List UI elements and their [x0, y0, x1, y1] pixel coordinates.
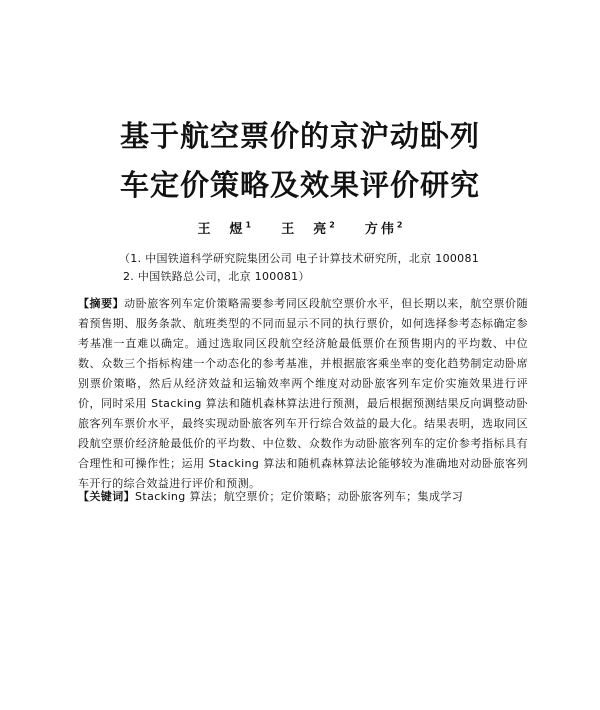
paper-title-line-1: 基于航空票价的京沪动卧列	[119, 119, 480, 153]
affiliation-1: （1. 中国铁道科学研究院集团公司 电子计算技术研究所，北京 100081	[119, 252, 480, 265]
author-list	[0, 218, 600, 237]
keywords-label: 【关键词】	[78, 490, 135, 503]
abstract-text: 动卧旅客列车定价策略需要参考同区段航空票价水平，但长期以来，航空票价随着预售期、服务条款、航班类型的不同而显示不同的执行票价，如何选择参考态标确定参考基准一直难以确定。通过选取同区段航空经济舱最低票价在预售期内的平均数、中位数、众数三个指标构建一个动态化的参考基准，并根据旅客乘坐率的变化趋势制定动卧席别票价策略，然后从经济效益和运输效率两个维度对动卧旅客列车定价实施效果进行评价，同时采用 Stacking 算法和随机森林算法进行预测，最后根据预测结果反向调整动卧旅客列车票价水平，最终实现动卧旅客列车开行综合效益的最大化。结果表明，选取同区段航空票价经济舱最低价的平均数、中位数、众数作为动卧旅客列车的定价参考指标具有合理性和可操作性；运用 Stacking 算法和随机森林算法论能够较为准确地对动卧旅客列车开行的综合效益进行评价和预测。	[78, 297, 528, 490]
abstract	[78, 294, 528, 494]
author-name: 王 亮	[281, 222, 330, 237]
affiliation-2: 2. 中国铁路总公司，北京 100081）	[123, 270, 310, 283]
author-name: 方伟	[364, 222, 397, 237]
keywords-text: Stacking 算法；航空票价；定价策略；动卧旅客列车；集成学习	[135, 490, 464, 503]
author-affiliation-mark: 1	[245, 220, 252, 230]
author-affiliation-mark: 2	[329, 220, 335, 230]
author-affiliation-mark: 2	[396, 220, 403, 230]
author-name: 王 煜	[197, 222, 246, 237]
abstract-label: 【摘要】	[78, 297, 125, 310]
keywords	[78, 487, 528, 507]
paper-title-line-2: 车定价策略及效果评价研究	[119, 168, 480, 202]
